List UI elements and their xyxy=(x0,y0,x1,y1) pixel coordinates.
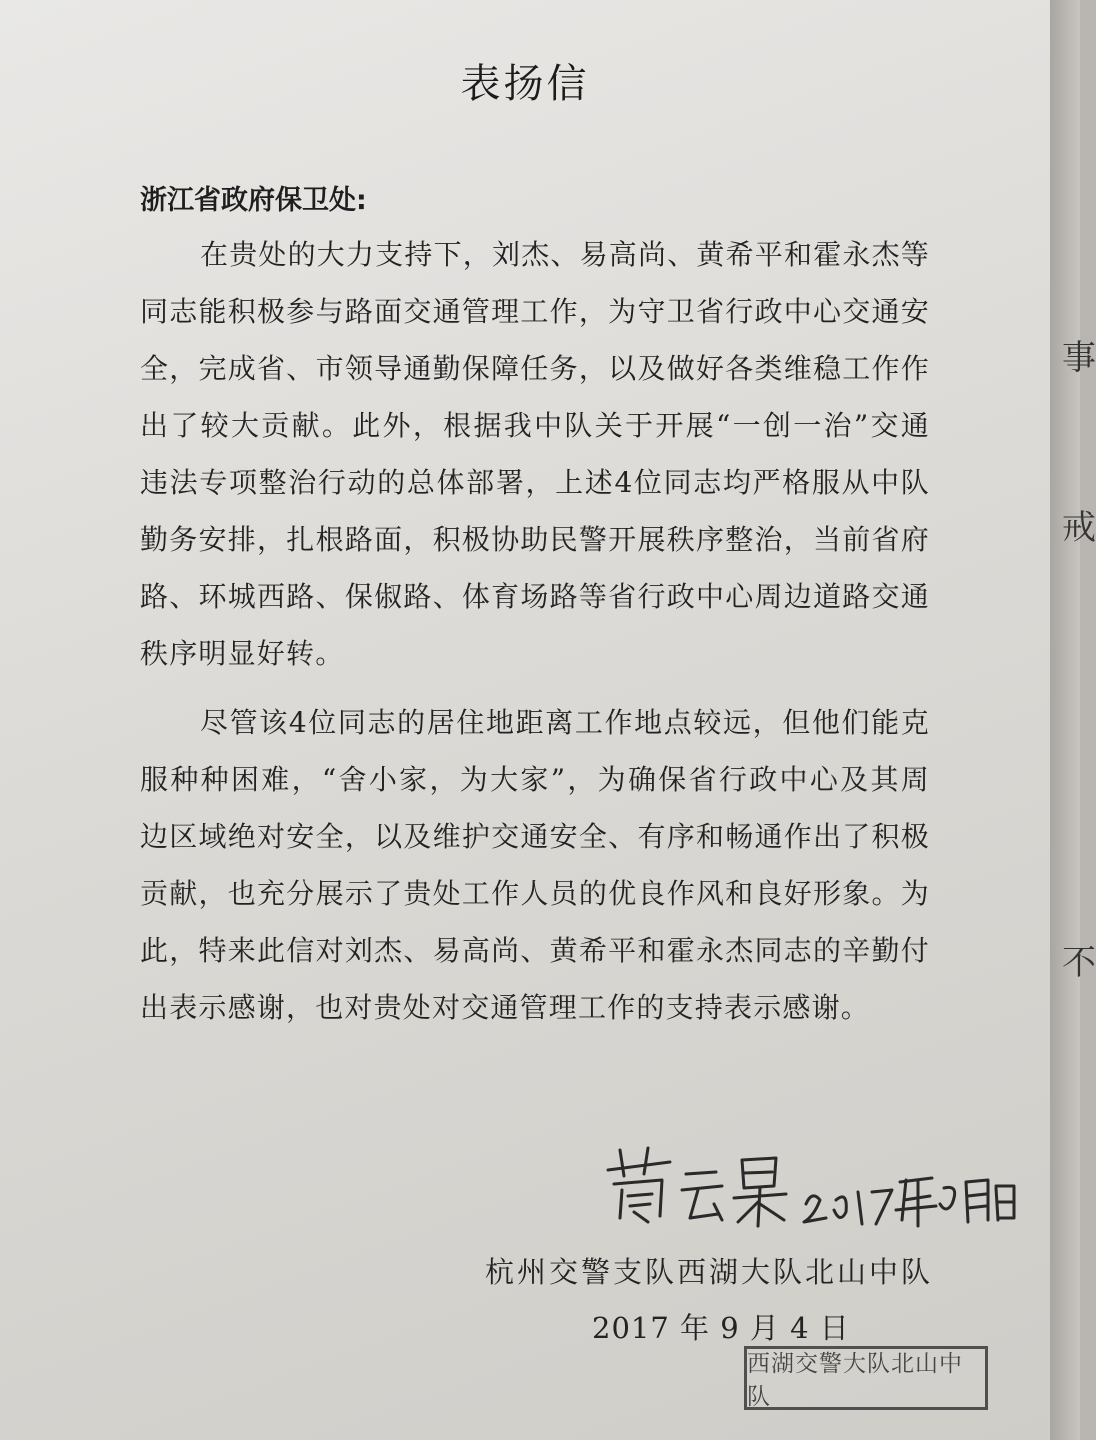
sender-organization: 杭州交警支队西湖大队北山中队 xyxy=(485,1255,934,1289)
official-stamp: 西湖交警大队北山中队 xyxy=(744,1346,988,1410)
letter-body xyxy=(140,226,930,1048)
recipient-line: 浙江省政府保卫处: xyxy=(140,185,367,216)
edge-glyph-3: 不 xyxy=(1062,943,1096,983)
letter-date: 2017 年 9 月 4 日 xyxy=(592,1311,850,1345)
letter-title: 表扬信 xyxy=(460,61,590,107)
edge-glyph-2: 戒 xyxy=(1062,508,1096,548)
body-paragraph-2: 尽管该4位同志的居住地距离工作地点较远，但他们能克服种种困难，“舍小家，为大家”，为确保省行政中心及其周边区域绝对安全，以及维护交通安全、有序和畅通作出了积极贡献，也充分展示了贵处工作人员的优良作风和良好形象。为此，特来此信对刘杰、易高尚、黄希平和霍永杰同志的辛勤付出表示感谢，也对贵处对交通管理工作的支持表示感谢。 xyxy=(140,706,930,1024)
body-paragraph-1: 在贵处的大力支持下，刘杰、易高尚、黄希平和霍永杰等同志能积极参与路面交通管理工作，为守卫省行政中心交通安全，完成省、市领导通勤保障任务，以及做好各类维稳工作作出了较大贡献。此外，根据我中队关于开展“一创一治”交通违法专项整治行动的总体部署，上述4位同志均严格服从中队勤务安排，扎根路面，积极协助民警开展秩序整治，当前省府路、环城西路、保俶路、体育场路等省行政中心周边道路交通秩序明显好转。 xyxy=(140,238,931,670)
signature-drawing xyxy=(600,1130,1020,1230)
edge-glyph-1: 事 xyxy=(1062,338,1096,378)
underlying-page-edge xyxy=(1050,0,1080,1440)
handwritten-signature xyxy=(600,1130,1020,1234)
